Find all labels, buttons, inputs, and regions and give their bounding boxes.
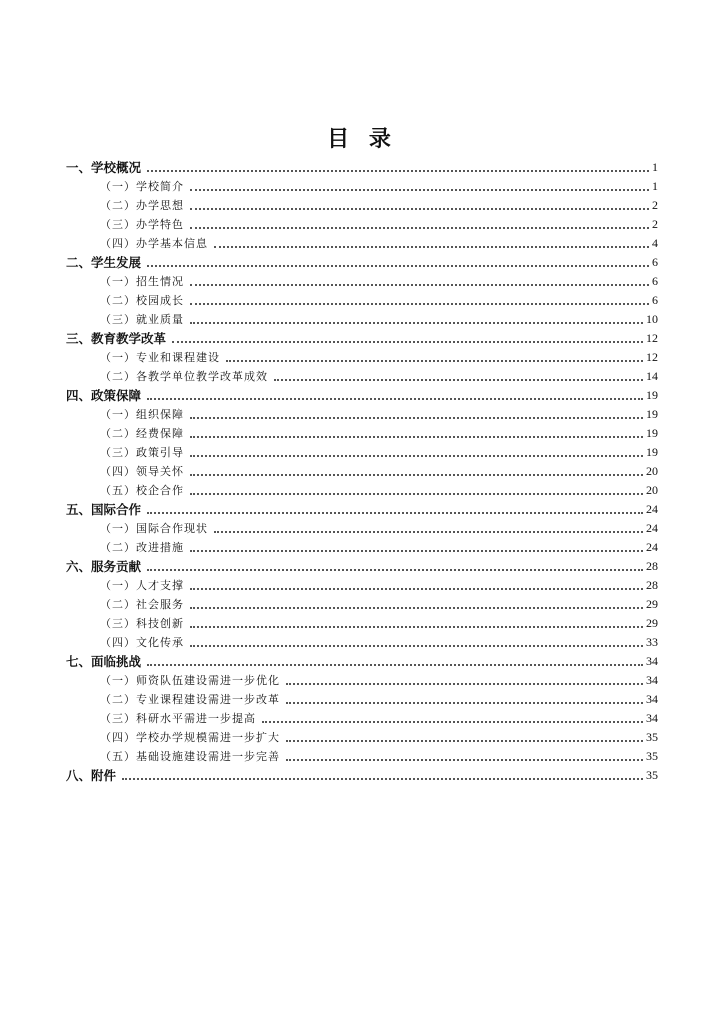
dot-leader <box>286 683 643 685</box>
dot-leader <box>190 455 643 457</box>
toc-subsection-entry[interactable] <box>66 537 658 556</box>
toc-entry-label: （三）就业质量 <box>100 313 184 326</box>
toc-subsection-entry[interactable] <box>66 461 658 480</box>
dot-leader <box>286 702 643 704</box>
page-title: 目 录 <box>327 127 397 152</box>
toc-subsection-entry[interactable] <box>66 708 658 727</box>
toc-section-entry[interactable] <box>66 328 658 347</box>
toc-entry-label: （五）基础设施建设需进一步完善 <box>100 750 280 763</box>
toc-entry-label: 一、学校概况 <box>66 160 142 175</box>
dot-leader <box>190 607 643 609</box>
toc-page-number: 34 <box>646 692 658 706</box>
dot-leader <box>286 740 643 742</box>
toc-page-number: 19 <box>646 388 658 402</box>
toc-entry-label: （四）学校办学规模需进一步扩大 <box>100 731 280 744</box>
toc-page-number: 34 <box>646 673 658 687</box>
toc-subsection-entry[interactable] <box>66 632 658 651</box>
toc-entry-label: （四）办学基本信息 <box>100 237 208 250</box>
toc-subsection-entry[interactable] <box>66 366 658 385</box>
toc-page-number: 1 <box>652 179 658 193</box>
dot-leader <box>172 341 643 343</box>
toc-entry-label: （二）办学思想 <box>100 199 184 212</box>
dot-leader <box>147 170 649 172</box>
toc-subsection-entry[interactable] <box>66 746 658 765</box>
dot-leader <box>190 227 649 229</box>
dot-leader <box>262 721 643 723</box>
toc-section-entry[interactable] <box>66 556 658 575</box>
toc-section-entry[interactable] <box>66 157 658 176</box>
toc-entry-label: 四、政策保障 <box>66 388 142 403</box>
toc-subsection-entry[interactable] <box>66 480 658 499</box>
toc-page-number: 6 <box>652 274 658 288</box>
toc-entry-label: 三、教育教学改革 <box>66 331 167 346</box>
dot-leader <box>147 398 643 400</box>
toc-entry-label: （四）领导关怀 <box>100 465 184 478</box>
toc-page-number: 6 <box>652 293 658 307</box>
dot-leader <box>214 246 649 248</box>
toc-page-number: 24 <box>646 540 658 554</box>
dot-leader <box>274 379 643 381</box>
toc-page-number: 2 <box>652 217 658 231</box>
toc-page-number: 2 <box>652 198 658 212</box>
toc-page-number: 20 <box>646 483 658 497</box>
toc-subsection-entry[interactable] <box>66 195 658 214</box>
toc-entry-label: （二）改进措施 <box>100 541 184 554</box>
dot-leader <box>286 759 643 761</box>
toc-section-entry[interactable] <box>66 651 658 670</box>
dot-leader <box>190 474 643 476</box>
dot-leader <box>214 531 643 533</box>
toc-entry-label: 六、服务贡献 <box>66 559 142 574</box>
toc-subsection-entry[interactable] <box>66 689 658 708</box>
dot-leader <box>190 493 643 495</box>
toc-entry-label: （三）科研水平需进一步提高 <box>100 712 256 725</box>
toc-page-number: 1 <box>652 160 658 174</box>
toc-page-number: 34 <box>646 711 658 725</box>
dot-leader <box>190 322 643 324</box>
toc-entry-label: （一）招生情况 <box>100 275 184 288</box>
toc-entry-label: （三）办学特色 <box>100 218 184 231</box>
toc-subsection-entry[interactable] <box>66 271 658 290</box>
toc-page-number: 10 <box>646 312 658 326</box>
toc-section-entry[interactable] <box>66 499 658 518</box>
toc-entry-label: （三）科技创新 <box>100 617 184 630</box>
toc-subsection-entry[interactable] <box>66 176 658 195</box>
toc-entry-label: 七、面临挑战 <box>66 654 142 669</box>
toc-page-number: 19 <box>646 426 658 440</box>
toc-subsection-entry[interactable] <box>66 518 658 537</box>
toc-subsection-entry[interactable] <box>66 290 658 309</box>
toc-page-number: 34 <box>646 654 658 668</box>
toc-page-number: 24 <box>646 502 658 516</box>
toc-entry-label: （一）专业和课程建设 <box>100 351 220 364</box>
dot-leader <box>190 417 643 419</box>
toc-subsection-entry[interactable] <box>66 613 658 632</box>
dot-leader <box>190 588 643 590</box>
toc-entry-label: 五、国际合作 <box>66 502 142 517</box>
dot-leader <box>190 189 649 191</box>
toc-section-entry[interactable] <box>66 385 658 404</box>
toc-page-number: 4 <box>652 236 658 250</box>
toc-entry-label: （二）经费保障 <box>100 427 184 440</box>
dot-leader <box>147 512 643 514</box>
toc-subsection-entry[interactable] <box>66 214 658 233</box>
toc-subsection-entry[interactable] <box>66 233 658 252</box>
toc-entry-label: （二）社会服务 <box>100 598 184 611</box>
toc-entry-label: （一）人才支撑 <box>100 579 184 592</box>
table-of-contents <box>66 157 658 784</box>
toc-page-number: 6 <box>652 255 658 269</box>
toc-page-number: 35 <box>646 730 658 744</box>
toc-section-entry[interactable] <box>66 252 658 271</box>
toc-page-number: 33 <box>646 635 658 649</box>
dot-leader <box>147 664 643 666</box>
dot-leader <box>190 303 649 305</box>
toc-page-number: 29 <box>646 597 658 611</box>
toc-page-number: 19 <box>646 407 658 421</box>
toc-page-number: 20 <box>646 464 658 478</box>
dot-leader <box>122 778 643 780</box>
dot-leader <box>226 360 643 362</box>
toc-page-number: 19 <box>646 445 658 459</box>
toc-page-number: 28 <box>646 578 658 592</box>
toc-subsection-entry[interactable] <box>66 404 658 423</box>
toc-entry-label: （一）国际合作现状 <box>100 522 208 535</box>
toc-entry-label: （一）学校简介 <box>100 180 184 193</box>
toc-page-number: 12 <box>646 350 658 364</box>
dot-leader <box>190 436 643 438</box>
toc-entry-label: （五）校企合作 <box>100 484 184 497</box>
toc-page-number: 24 <box>646 521 658 535</box>
toc-page-number: 35 <box>646 768 658 782</box>
toc-section-entry[interactable] <box>66 765 658 784</box>
toc-entry-label: （一）师资队伍建设需进一步优化 <box>100 674 280 687</box>
toc-subsection-entry[interactable] <box>66 309 658 328</box>
dot-leader <box>190 550 643 552</box>
toc-entry-label: （三）政策引导 <box>100 446 184 459</box>
toc-page-number: 28 <box>646 559 658 573</box>
dot-leader <box>147 569 643 571</box>
toc-page-number: 29 <box>646 616 658 630</box>
toc-subsection-entry[interactable] <box>66 575 658 594</box>
toc-subsection-entry[interactable] <box>66 670 658 689</box>
toc-subsection-entry[interactable] <box>66 423 658 442</box>
toc-page-number: 12 <box>646 331 658 345</box>
toc-subsection-entry[interactable] <box>66 727 658 746</box>
dot-leader <box>190 645 643 647</box>
toc-entry-label: 八、附件 <box>66 768 117 783</box>
toc-page-number: 14 <box>646 369 658 383</box>
dot-leader <box>190 626 643 628</box>
toc-entry-label: （二）校园成长 <box>100 294 184 307</box>
toc-entry-label: （二）各教学单位教学改革成效 <box>100 370 268 383</box>
toc-subsection-entry[interactable] <box>66 347 658 366</box>
toc-subsection-entry[interactable] <box>66 442 658 461</box>
toc-subsection-entry[interactable] <box>66 594 658 613</box>
toc-page-number: 35 <box>646 749 658 763</box>
dot-leader <box>190 284 649 286</box>
toc-entry-label: （二）专业课程建设需进一步改革 <box>100 693 280 706</box>
dot-leader <box>190 208 649 210</box>
dot-leader <box>147 265 649 267</box>
toc-entry-label: （四）文化传承 <box>100 636 184 649</box>
toc-entry-label: （一）组织保障 <box>100 408 184 421</box>
toc-entry-label: 二、学生发展 <box>66 255 142 270</box>
